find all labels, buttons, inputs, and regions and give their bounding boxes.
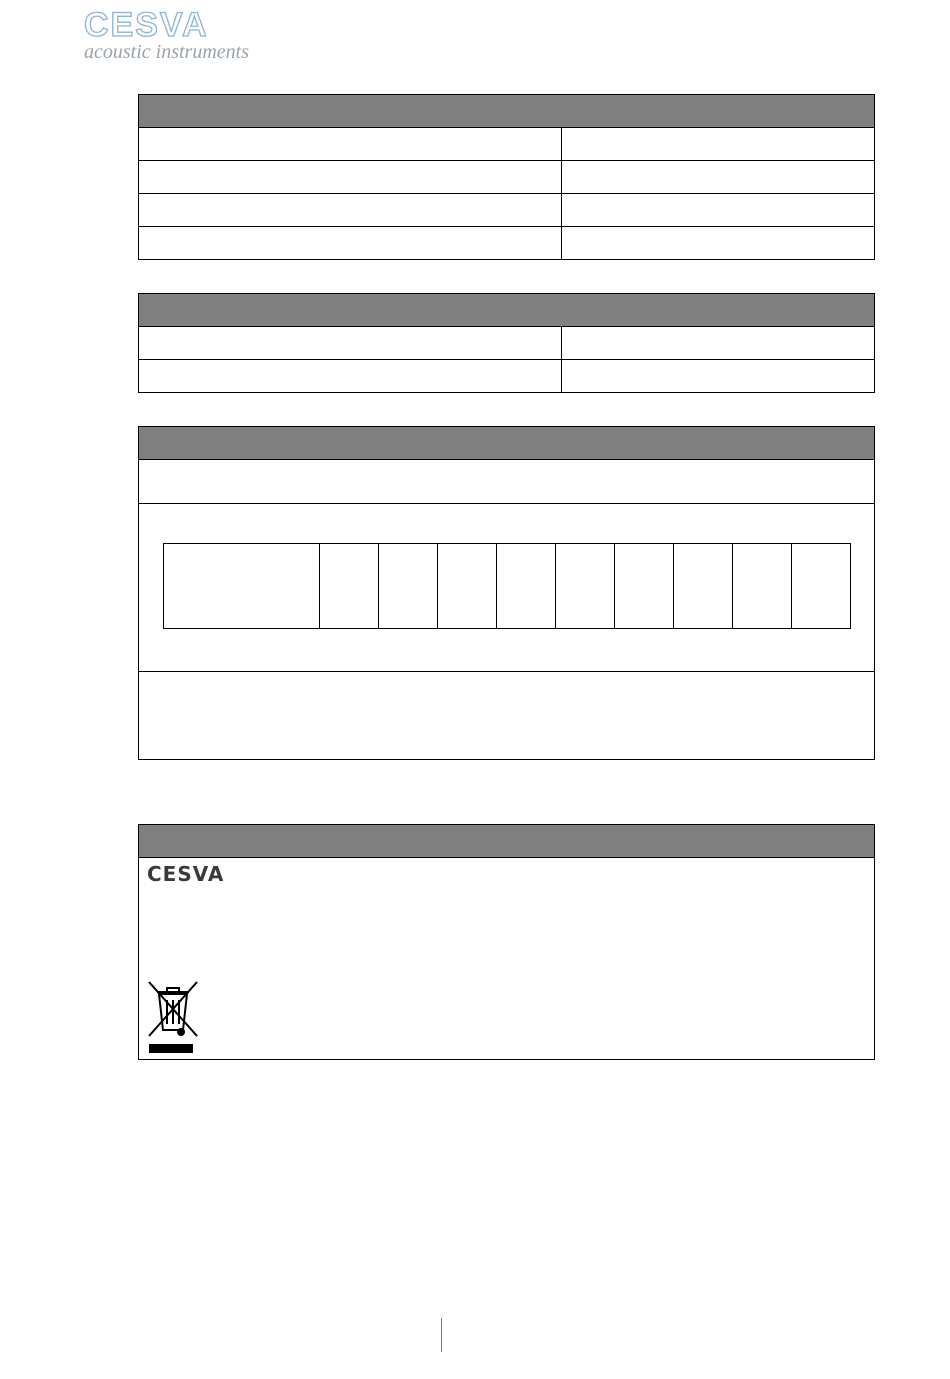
table-row [139, 327, 874, 360]
inner-grid-cell [379, 544, 438, 628]
cesva-brand-mark: CESVA [147, 862, 225, 886]
table-row [139, 227, 874, 260]
inner-grid-table [163, 543, 851, 629]
inner-grid-cell [615, 544, 674, 628]
table-cell-label [139, 128, 562, 160]
table-4 [138, 824, 875, 1060]
table-3-row-1 [139, 460, 874, 504]
table-4-header [139, 825, 874, 858]
inner-grid-cell [792, 544, 850, 628]
table-cell-label [139, 227, 562, 259]
table-row [139, 194, 874, 227]
table-1 [138, 94, 875, 260]
table-cell-value [562, 161, 874, 193]
inner-grid-cell [556, 544, 615, 628]
inner-grid-cell [674, 544, 733, 628]
table-row [139, 161, 874, 194]
inner-grid-cell [733, 544, 792, 628]
logo-wordmark: CESVA [84, 6, 209, 44]
cesva-logo [84, 8, 264, 64]
inner-grid-cell [438, 544, 497, 628]
table-cell-value [562, 194, 874, 226]
table-2-header [139, 294, 874, 327]
table-cell-label [139, 194, 562, 226]
inner-grid-cell [320, 544, 379, 628]
table-row [139, 360, 874, 393]
table-3-row-2 [139, 504, 874, 672]
table-1-header [139, 95, 874, 128]
table-cell-value [562, 360, 874, 392]
table-cell-label [139, 327, 562, 359]
table-cell-label [139, 360, 562, 392]
inner-grid-cell [497, 544, 556, 628]
table-2 [138, 293, 875, 393]
table-4-body [139, 858, 874, 1060]
table-cell-value [562, 128, 874, 160]
footer-divider [441, 1318, 442, 1352]
table-3-row-3 [139, 672, 874, 760]
inner-grid-label-cell [164, 544, 320, 628]
logo-tagline: acoustic instruments [84, 41, 249, 63]
table-3 [138, 426, 875, 760]
table-3-header [139, 427, 874, 460]
crossed-out-wheelie-bin-icon [145, 978, 201, 1054]
table-cell-value [562, 327, 874, 359]
table-row [139, 128, 874, 161]
table-cell-value [562, 227, 874, 259]
table-cell-label [139, 161, 562, 193]
